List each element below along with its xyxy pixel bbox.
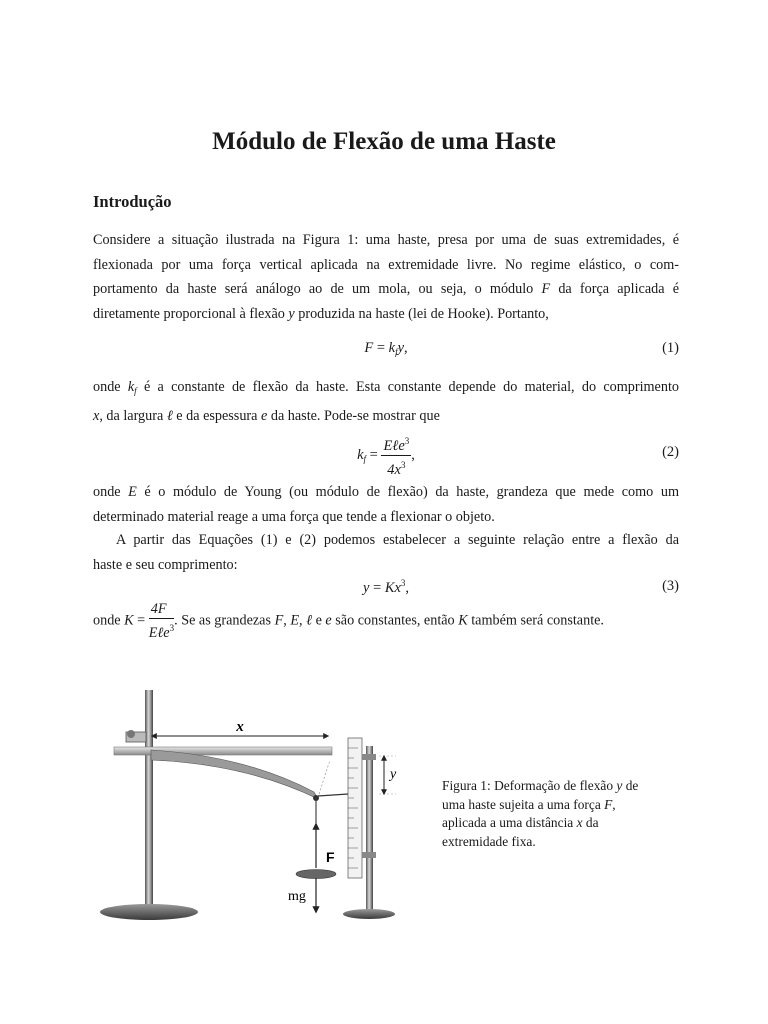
text-fragment: , aplicada a uma distância: [442, 796, 616, 830]
text-fragment: é a constante de flexão da haste. Esta constante depende do material, do comprimento: [136, 379, 679, 395]
paragraph-intro: [93, 228, 679, 326]
figure-caption: Figura 1: Deformação de flexão y de uma haste sujeita a uma força F, aplicada a uma distância x da extremidade fixa.: [442, 778, 639, 849]
equation-number: (3): [662, 578, 679, 594]
text-line: x, da largura ℓ e da espessura e da haste. Pode-se mostrar que: [93, 407, 440, 424]
text-line: flexionada por uma força vertical aplicada na extremidade livre. No regime elástico, o com-: [93, 256, 679, 273]
text-fragment: Figura 1: Deformação de flexão: [442, 778, 617, 793]
text-fragment: da força aplicada é: [550, 281, 679, 297]
text-fragment: de uma haste sujeita a uma força: [442, 778, 639, 812]
paragraph-relation: [93, 528, 679, 577]
flexed-rod: [151, 750, 318, 799]
text-fragment: da extremidade fixa.: [442, 815, 599, 849]
clamp-screw: [127, 730, 135, 738]
text-fragment: e: [312, 612, 326, 629]
text-fragment: , da largura: [99, 407, 167, 424]
page-title: Módulo de Flexão de uma Haste: [212, 128, 556, 155]
left-stand-base: [100, 904, 198, 920]
ruler-clamp: [362, 852, 376, 858]
left-stand-pole: [145, 690, 153, 912]
text-line: Considere a situação ilustrada na Figura 1: uma haste, presa por uma de suas extremidades, é: [93, 232, 679, 248]
text-fragment: e da espessura: [172, 407, 261, 424]
equation-body: $k_f$ = $\frac{E\ell e^3}{4x^3}$ ,: [93, 432, 679, 479]
text-line: portamento da haste será análogo ao de um mola, ou seja, o módulo F da força aplicada é: [93, 281, 679, 297]
paragraph-constant: [93, 375, 679, 428]
paragraph-k-definition: [93, 600, 679, 642]
label-F: F: [326, 849, 335, 865]
text-line: determinado material reage a uma força que tende a flexionar o objeto.: [93, 508, 495, 525]
text-fragment: onde: [93, 484, 129, 500]
weight-plate: [296, 870, 336, 879]
right-stand-base: [343, 909, 395, 919]
text-fragment: ,: [299, 612, 307, 629]
section-heading-intro: Introdução: [93, 192, 172, 211]
equation-2: [93, 432, 679, 476]
label-x: x: [236, 719, 244, 735]
equation-body: $F = k_fy$,: [364, 340, 408, 357]
equation-number: (2): [662, 444, 679, 460]
text-line: A partir das Equações (1) e (2) podemos estabelecer a seguinte relação entre a flexão da: [116, 532, 679, 548]
text-fragment: ,: [283, 612, 291, 629]
text-line: diretamente proporcional à flexão y produzida na haste (lei de Hooke). Portanto,: [93, 305, 549, 322]
reference-rod: [114, 747, 332, 755]
figure-1-diagram: [96, 686, 414, 926]
text-fragment: portamento da haste será análogo ao de um mola, ou seja, o módulo: [93, 281, 542, 297]
text-fragment: onde: [93, 379, 128, 395]
text-line: onde $k_f$ é a constante de flexão da haste. Esta constante depende do material, do comprimento: [93, 379, 679, 396]
text-line: haste e seu comprimento:: [93, 556, 238, 573]
text-line: onde E é o módulo de Young (ou módulo de flexão) da haste, grandeza que mede como um: [93, 484, 679, 500]
paragraph-young: [93, 480, 679, 529]
text-fragment: . Se as grandezas: [174, 612, 275, 629]
text-fragment: são constantes, então: [331, 612, 459, 629]
text-fragment: da haste. Pode-se mostrar que: [267, 407, 440, 424]
text-fragment: também será constante.: [467, 612, 604, 629]
text-line: onde K = $\frac{4F}{E\ell e^3}$ . Se as grandezas F, E, ℓ e e são constantes, então K também será constante.: [93, 601, 604, 641]
equation-body: $y = Kx^3$,: [362, 578, 410, 596]
text-fragment: onde: [93, 612, 125, 629]
text-fragment: diretamente proporcional à flexão: [93, 305, 289, 322]
text-fragment: é o módulo de Young (ou módulo de flexão) da haste, grandeza que mede como um: [136, 484, 679, 500]
label-y: y: [390, 767, 397, 782]
label-mg: mg: [288, 889, 306, 904]
text-fragment: produzida na haste (lei de Hooke). Portanto,: [294, 305, 549, 322]
ruler-clamp: [362, 754, 376, 760]
pointer: [318, 794, 348, 796]
right-stand-pole: [366, 746, 373, 914]
equation-number: (1): [662, 340, 679, 356]
